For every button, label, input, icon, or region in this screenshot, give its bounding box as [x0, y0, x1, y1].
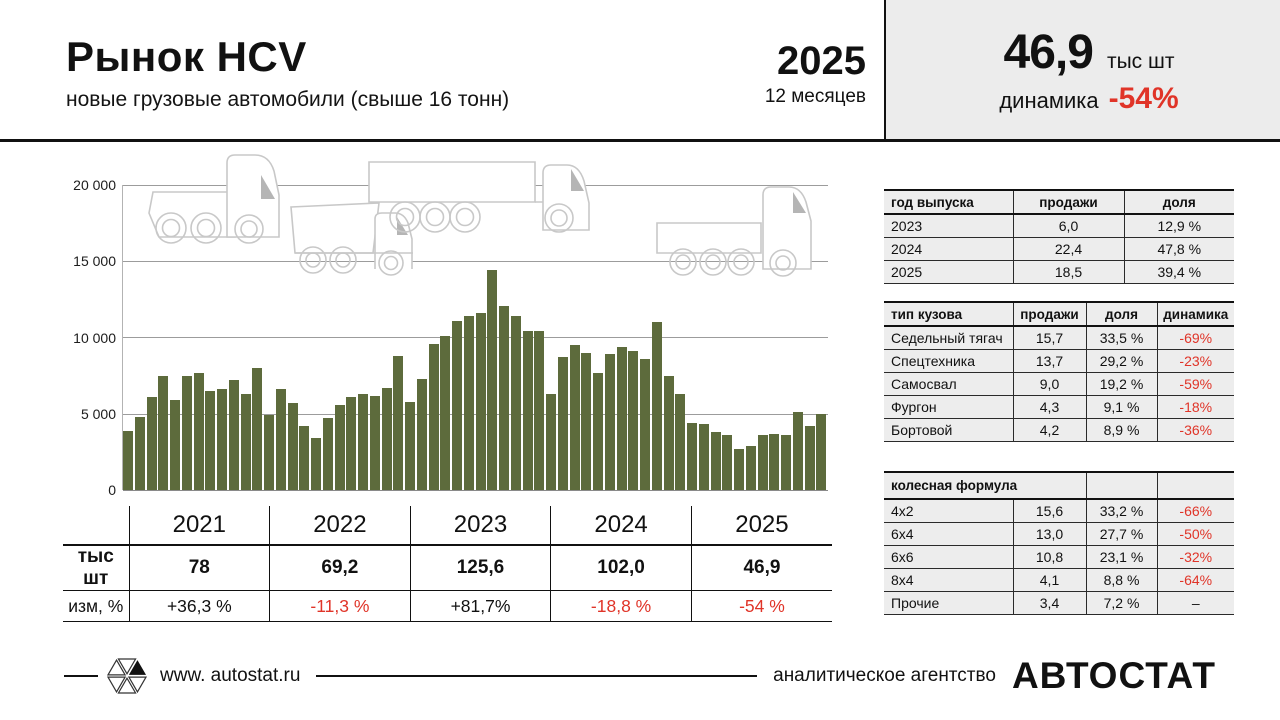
cell: -32% — [1157, 545, 1234, 568]
month-bar — [264, 415, 274, 490]
month-bar — [816, 414, 826, 490]
month-bar — [781, 435, 791, 490]
month-bar — [570, 345, 580, 490]
cell: 2023 — [884, 214, 1013, 237]
month-bar — [311, 438, 321, 490]
cell: 3,4 — [1013, 591, 1086, 614]
cell: 7,2 % — [1086, 591, 1157, 614]
cell: 10,8 — [1013, 545, 1086, 568]
cell: -66% — [1157, 499, 1234, 522]
cell: Седельный тягач — [884, 326, 1013, 349]
table-row — [884, 591, 1234, 614]
cell: -36% — [1157, 418, 1234, 441]
cell: 13,7 — [1013, 349, 1086, 372]
change-cell: +36,3 % — [129, 591, 270, 622]
month-bar — [194, 373, 204, 490]
cell: -69% — [1157, 326, 1234, 349]
col-header: доля — [1124, 190, 1234, 214]
table-row — [884, 326, 1234, 349]
cell: 18,5 — [1013, 260, 1124, 283]
month-bar — [464, 316, 474, 490]
year-label: 2025 — [691, 506, 832, 545]
cell: 23,1 % — [1086, 545, 1157, 568]
production-year-table — [884, 189, 1234, 284]
year-label: 2024 — [551, 506, 692, 545]
table-row — [884, 418, 1234, 441]
month-bar — [205, 391, 215, 490]
footer-center-rule — [316, 675, 757, 677]
cell: 39,4 % — [1124, 260, 1234, 283]
month-bar — [746, 446, 756, 490]
month-bar — [135, 417, 145, 490]
y-tick-5000: 5 000 — [80, 406, 116, 422]
month-bar — [581, 353, 591, 490]
cell: – — [1157, 591, 1234, 614]
change-cell: -18,8 % — [551, 591, 692, 622]
cell: -59% — [1157, 372, 1234, 395]
agency-name: АВТОСТАТ — [1011, 655, 1216, 696]
month-bar — [664, 376, 674, 490]
month-bar — [734, 449, 744, 490]
month-bar — [370, 396, 380, 491]
annual-summary-table — [63, 506, 832, 622]
month-bar — [593, 373, 603, 490]
month-bar — [558, 357, 568, 490]
month-bar — [288, 403, 298, 490]
header-divider — [0, 139, 1280, 142]
volume-cell: 78 — [129, 545, 270, 591]
month-bar — [617, 347, 627, 490]
table-row — [884, 214, 1234, 237]
body-type-table — [884, 301, 1234, 442]
volumes-row — [63, 545, 832, 591]
month-bar — [534, 331, 544, 490]
cell: Фургон — [884, 395, 1013, 418]
month-bar — [276, 389, 286, 490]
month-bar — [229, 380, 239, 490]
dynamics-label: динамика — [999, 88, 1099, 113]
total-unit: тыс шт — [1106, 50, 1175, 73]
month-bar — [499, 306, 509, 491]
month-bar — [452, 321, 462, 490]
month-bar — [687, 423, 697, 490]
month-bar — [440, 336, 450, 490]
cell: 22,4 — [1013, 237, 1124, 260]
table-row — [884, 499, 1234, 522]
month-bar — [769, 434, 779, 490]
month-bar — [652, 322, 662, 490]
cell: 27,7 % — [1086, 522, 1157, 545]
cell: 6x4 — [884, 522, 1013, 545]
month-bar — [793, 412, 803, 490]
year-label: 2023 — [410, 506, 551, 545]
month-bar — [476, 313, 486, 490]
total-value: 46,9 — [1003, 26, 1093, 79]
month-bar — [393, 356, 403, 490]
period-block — [765, 40, 866, 108]
change-cell: +81,7% — [410, 591, 551, 622]
month-bar — [346, 397, 356, 490]
month-bar — [640, 359, 650, 490]
table-header-row — [884, 302, 1234, 326]
table-header-row — [884, 472, 1234, 499]
month-bar — [511, 316, 521, 490]
month-bar — [335, 405, 345, 490]
autostat-logo-icon — [104, 653, 150, 699]
years-row — [63, 506, 832, 545]
change-cell: -54 % — [691, 591, 832, 622]
period-year: 2025 — [777, 39, 866, 83]
wheel-formula-table — [884, 471, 1234, 615]
period-months: 12 месяцев — [764, 86, 866, 107]
col-header: доля — [1086, 302, 1157, 326]
footer — [0, 646, 1280, 706]
col-header: динамика — [1157, 302, 1234, 326]
month-bar — [628, 351, 638, 490]
change-cell: -11,3 % — [270, 591, 411, 622]
month-bar — [675, 394, 685, 490]
cell: 2025 — [884, 260, 1013, 283]
cell: Прочие — [884, 591, 1013, 614]
month-bar — [523, 331, 533, 490]
cell: 4,2 — [1013, 418, 1086, 441]
cell: 15,6 — [1013, 499, 1086, 522]
cell: -64% — [1157, 568, 1234, 591]
table-row — [884, 372, 1234, 395]
col-header: продажи — [1013, 302, 1086, 326]
page-title: Рынок HCV — [66, 33, 307, 80]
cell: 9,1 % — [1086, 395, 1157, 418]
table-row — [884, 522, 1234, 545]
month-bar — [182, 376, 192, 490]
month-bar — [805, 426, 815, 490]
y-tick-15000: 15 000 — [73, 253, 116, 269]
title-block — [66, 34, 509, 112]
cell: 19,2 % — [1086, 372, 1157, 395]
table-row — [884, 395, 1234, 418]
cell: -23% — [1157, 349, 1234, 372]
empty-cell — [63, 506, 129, 545]
cell: 4,3 — [1013, 395, 1086, 418]
cell: 33,2 % — [1086, 499, 1157, 522]
cell: 12,9 % — [1124, 214, 1234, 237]
month-bar — [147, 397, 157, 490]
table-row — [884, 568, 1234, 591]
month-bar — [722, 435, 732, 490]
changes-row — [63, 591, 832, 622]
month-bar — [217, 389, 227, 490]
month-bar — [405, 402, 415, 490]
cell: 6x6 — [884, 545, 1013, 568]
volume-cell: 102,0 — [551, 545, 692, 591]
month-bar — [170, 400, 180, 490]
month-bar — [299, 426, 309, 490]
bar-chart — [123, 185, 828, 490]
table-row — [884, 260, 1234, 283]
volume-cell: 46,9 — [691, 545, 832, 591]
col-header: колесная формула — [884, 472, 1086, 499]
page-subtitle: новые грузовые автомобили (свыше 16 тонн) — [66, 88, 510, 112]
cell: -50% — [1157, 522, 1234, 545]
month-bar — [358, 394, 368, 490]
cell: Бортовой — [884, 418, 1013, 441]
cell: Самосвал — [884, 372, 1013, 395]
table-header-row — [884, 190, 1234, 214]
table-row — [884, 349, 1234, 372]
col-header — [1086, 472, 1157, 499]
website-url: www. autostat.ru — [160, 665, 301, 686]
total-line — [1004, 25, 1175, 80]
total-box — [884, 0, 1280, 141]
cell: 8x4 — [884, 568, 1013, 591]
agency-label: аналитическое агентство — [773, 665, 996, 686]
cell: 13,0 — [1013, 522, 1086, 545]
x-axis-line — [123, 490, 828, 491]
month-bar — [487, 270, 497, 490]
cell: 8,8 % — [1086, 568, 1157, 591]
month-bar — [158, 376, 168, 490]
row-label: изм, % — [63, 591, 129, 622]
month-bar — [429, 344, 439, 490]
cell: 4x2 — [884, 499, 1013, 522]
y-tick-10000: 10 000 — [73, 330, 116, 346]
cell: 2024 — [884, 237, 1013, 260]
y-tick-0: 0 — [108, 482, 116, 498]
cell: Спецтехника — [884, 349, 1013, 372]
volume-cell: 125,6 — [410, 545, 551, 591]
month-bar — [252, 368, 262, 490]
month-bar — [382, 388, 392, 490]
cell: -18% — [1157, 395, 1234, 418]
col-header: тип кузова — [884, 302, 1013, 326]
cell: 9,0 — [1013, 372, 1086, 395]
cell: 6,0 — [1013, 214, 1124, 237]
year-label: 2022 — [270, 506, 411, 545]
table-row — [884, 237, 1234, 260]
cell: 47,8 % — [1124, 237, 1234, 260]
year-label: 2021 — [129, 506, 270, 545]
month-bar — [417, 379, 427, 490]
cell: 4,1 — [1013, 568, 1086, 591]
month-bar — [711, 432, 721, 490]
col-header — [1157, 472, 1234, 499]
cell: 33,5 % — [1086, 326, 1157, 349]
row-label: тыс шт — [63, 545, 129, 591]
footer-left-rule — [64, 675, 98, 677]
month-bar — [241, 394, 251, 490]
month-bar — [605, 354, 615, 490]
volume-cell: 69,2 — [270, 545, 411, 591]
month-bar — [699, 424, 709, 490]
month-bar — [123, 431, 133, 491]
month-bar — [323, 418, 333, 490]
table-row — [884, 545, 1234, 568]
truck-silhouettes-art — [123, 145, 828, 290]
col-header: год выпуска — [884, 190, 1013, 214]
col-header: продажи — [1013, 190, 1124, 214]
dynamics-value: -54% — [1108, 82, 1179, 115]
month-bar — [758, 435, 768, 490]
cell: 29,2 % — [1086, 349, 1157, 372]
dynamics-line — [999, 82, 1178, 116]
month-bar — [546, 394, 556, 490]
cell: 15,7 — [1013, 326, 1086, 349]
y-tick-20000: 20 000 — [73, 177, 116, 193]
cell: 8,9 % — [1086, 418, 1157, 441]
